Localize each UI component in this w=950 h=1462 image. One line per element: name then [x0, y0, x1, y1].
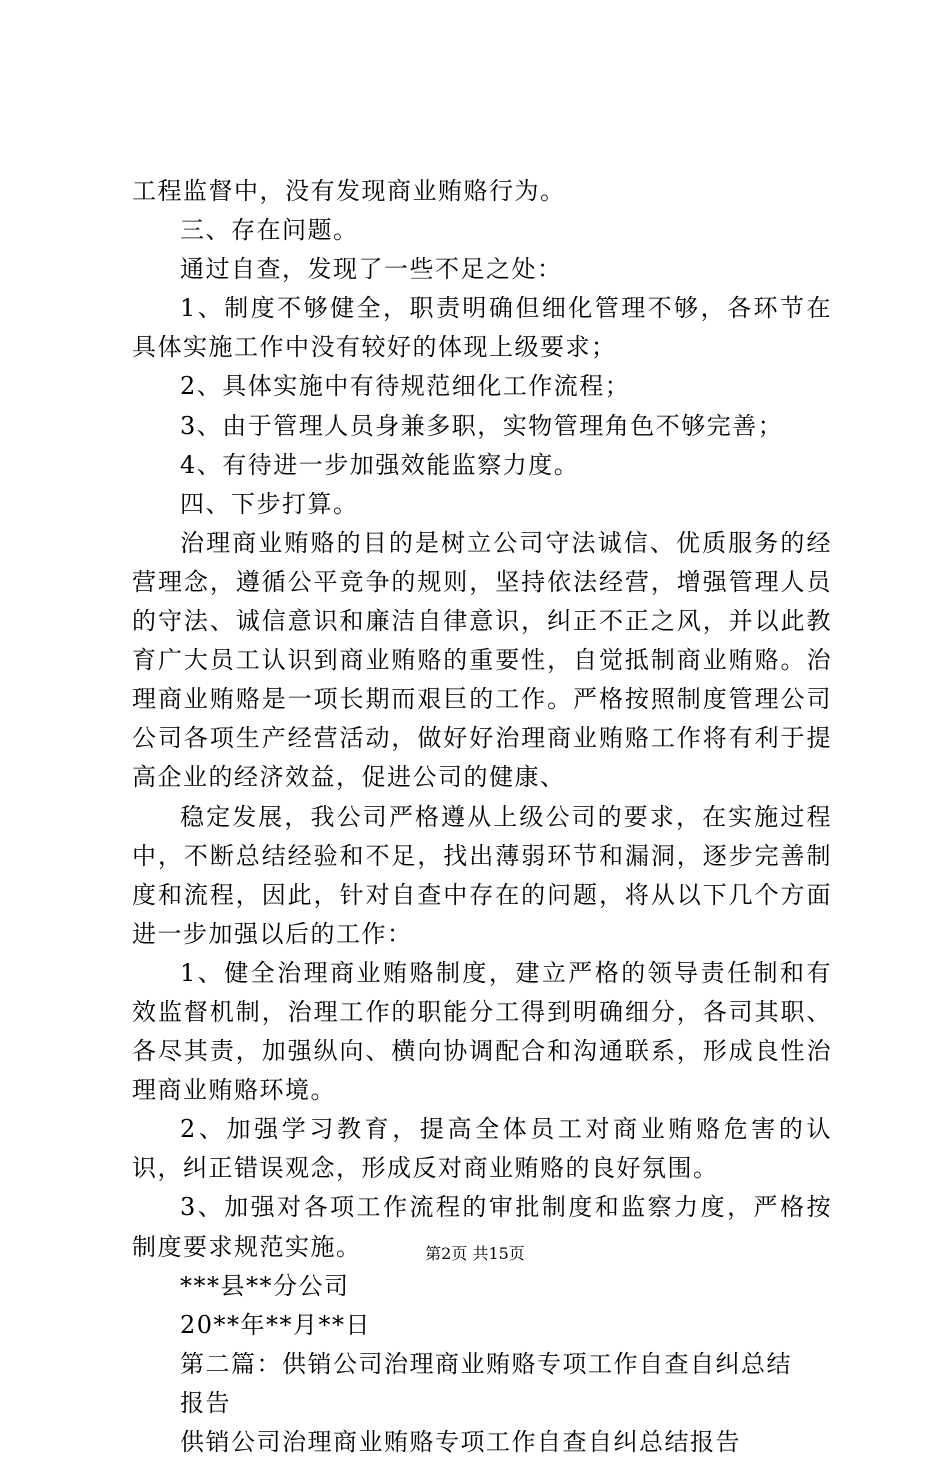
list-item: 3、由于管理人员身兼多职，实物管理角色不够完善；	[180, 411, 784, 440]
paragraph: 治理商业贿赂的目的是树立公司守法诚信、优质服务的经营理念，遵循公平竞争的规则，坚持依法经营，增强管理人员的守法、诚信意识和廉洁自律意识，纠正不正之风，并以此教育广大员工认识到商业贿赂的重要性，自觉抵制商业贿赂。治理商业贿赂是一项长期而艰巨的工作。严格按照制度管理公司公司各项生产经营活动，做好好治理商业贿赂工作将有利于提高企业的经济效益，促进公司的健康、	[132, 528, 832, 792]
chapter-title-continued: 报告	[180, 1388, 231, 1417]
chapter-title: 第二篇：供销公司治理商业贿赂专项工作自查自纠总结	[180, 1349, 792, 1378]
section-heading: 四、下步打算。	[180, 489, 359, 518]
signature-date: 20**年**月**日	[180, 1310, 372, 1339]
page-number: 第2页 共15页	[425, 1244, 525, 1263]
signature-org: ***县**分公司	[180, 1271, 350, 1300]
paragraph: 工程监督中，没有发现商业贿赂行为。	[132, 177, 566, 205]
section-heading: 三、存在问题。	[180, 216, 359, 245]
list-item: 2、具体实施中有待规范细化工作流程；	[180, 372, 631, 401]
page-footer	[0, 1242, 950, 1266]
document-body	[132, 172, 832, 1462]
list-item: 1、健全治理商业贿赂制度，建立严格的领导责任制和有效监督机制，治理工作的职能分工得到明确细分，各司其职、各尽其责，加强纵向、横向协调配合和沟通联系，形成良性治理商业贿赂环境。	[132, 958, 832, 1105]
list-item: 2、加强学习教育，提高全体员工对商业贿赂危害的认识，纠正错误观念，形成反对商业贿赂的良好氛围。	[132, 1115, 832, 1183]
paragraph: 通过自查，发现了一些不足之处：	[180, 255, 563, 284]
report-title: 供销公司治理商业贿赂专项工作自查自纠总结报告	[180, 1428, 741, 1456]
list-item: 4、有待进一步加强效能监察力度。	[180, 450, 580, 479]
list-item: 1、制度不够健全，职责明确但细化管理不够，各环节在具体实施工作中没有较好的体现上级要求；	[132, 294, 832, 362]
paragraph: 稳定发展，我公司严格遵从上级公司的要求，在实施过程中，不断总结经验和不足，找出薄弱环节和漏洞，逐步完善制度和流程，因此，针对自查中存在的问题，将从以下几个方面进一步加强以后的工作：	[132, 802, 832, 948]
list-item: 3、加强对各项工作流程的审批制度和监察力度，严格按制度要求规范实施。	[132, 1193, 832, 1261]
